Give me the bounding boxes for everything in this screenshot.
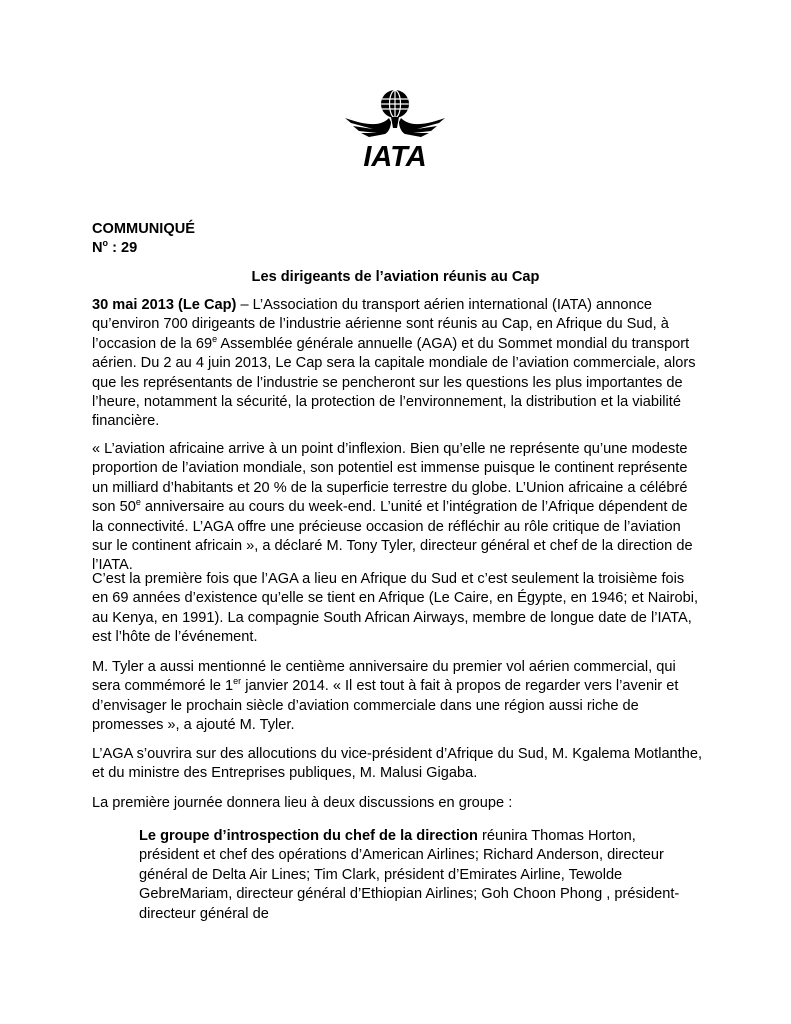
press-release-title: Les dirigeants de l’aviation réunis au Cap xyxy=(251,269,540,285)
paragraph-text: Assemblée générale annuelle (AGA) et du Sommet mondial du transport aérien. Du 2 au 4 juin 2013, Le Cap sera la capitale mondiale de l’aviation commerciale, alors que les représentants de l’industrie se pencheront sur les questions les plus importantes de l’heure, notamment la sécurité, la protection de l’environnement, la distribution et la viabilité financière. xyxy=(92,335,696,430)
ordinal-superscript: er xyxy=(233,676,242,687)
iata-logo xyxy=(343,88,447,170)
panel-name: Le groupe d’introspection du chef de la direction xyxy=(139,828,478,844)
paragraph-history: C’est la première fois que l’AGA a lieu en Afrique du Sud et c’est seulement la troisième fois en 69 années d’existence qu’elle se tient en Afrique (Le Caire, en Égypte, en 1946; et Nairobi, au Kenya, en 1991). La compagnie South African Airways, membre de longue date de l’IATA, est l’hôte de l’événement. xyxy=(92,571,699,646)
paragraph-text: – L’Association du transport aérien international (IATA) annonce qu’environ 700 dirigeants de l’industrie aérienne sont réunis au Cap, en Afrique du Sud, à l’occasion de la 69 xyxy=(92,297,669,352)
paragraph-text: janvier 2014. « Il est tout à fait à propos de regarder vers l’avenir et d’envisager le prochain siècle d’aviation commerciale dans une région aussi riche de promesses », a ajouté M. Tyler. xyxy=(92,678,679,734)
paragraph-text: anniversaire au cours du week-end. L’unité et l’intégration de l’Afrique dépendent de la connectivité. L’AGA offre une précieuse occasion de réfléchir au rôle critique de l’aviation sur le continent africain », a déclaré M. Tony Tyler, directeur général et chef de la direction de l’IATA. xyxy=(92,499,693,574)
number-value: : 29 xyxy=(108,240,138,256)
communique-label: COMMUNIQUÉ xyxy=(92,221,195,237)
paragraph-anniversary xyxy=(92,658,702,736)
paragraph-text: « L’aviation africaine arrive à un point d’inflexion. Bien qu’elle ne représente qu’une modeste proportion de l’aviation mondiale, son potentiel est immense puisque le continent représente un milliard d’habitants et 20 % de la superficie terrestre du globe. L’Union africaine a célébré son 50 xyxy=(92,441,688,516)
paragraph-text: M. Tyler a aussi mentionné le centième anniversaire du premier vol aérien commercial, qui sera commémoré le 1 xyxy=(92,659,676,695)
paragraph-panels-intro: La première journée donnera lieu à deux discussions en groupe : xyxy=(92,795,513,811)
paragraph-quote xyxy=(92,440,702,576)
paragraph-intro xyxy=(92,296,702,432)
iata-wordmark: IATA xyxy=(363,141,427,170)
ordinal-superscript: e xyxy=(212,333,218,344)
communique-number xyxy=(92,239,137,258)
paragraph-speakers: L’AGA s’ouvrira sur des allocutions du vice-président d’Afrique du Sud, M. Kgalema Motlanthe, et du ministre des Entreprises publiques, M. Malusi Gigaba. xyxy=(92,746,703,782)
number-prefix: N xyxy=(92,240,103,256)
dateline: 30 mai 2013 (Le Cap) xyxy=(92,297,237,313)
number-superscript: o xyxy=(102,238,109,248)
paragraph-ceo-panel xyxy=(139,827,699,924)
globe-wings-icon xyxy=(343,88,447,170)
paragraph-text: réunira Thomas Horton, président et chef des opérations d’American Airlines; Richard Anderson, directeur général de Delta Air Lines; Tim Clark, président d’Emirates Airline, Tewolde GebreMariam, directeur général d’Ethiopian Airlines; Goh Choon Phong , président-directeur général de xyxy=(139,828,680,922)
ordinal-superscript: e xyxy=(135,497,141,508)
